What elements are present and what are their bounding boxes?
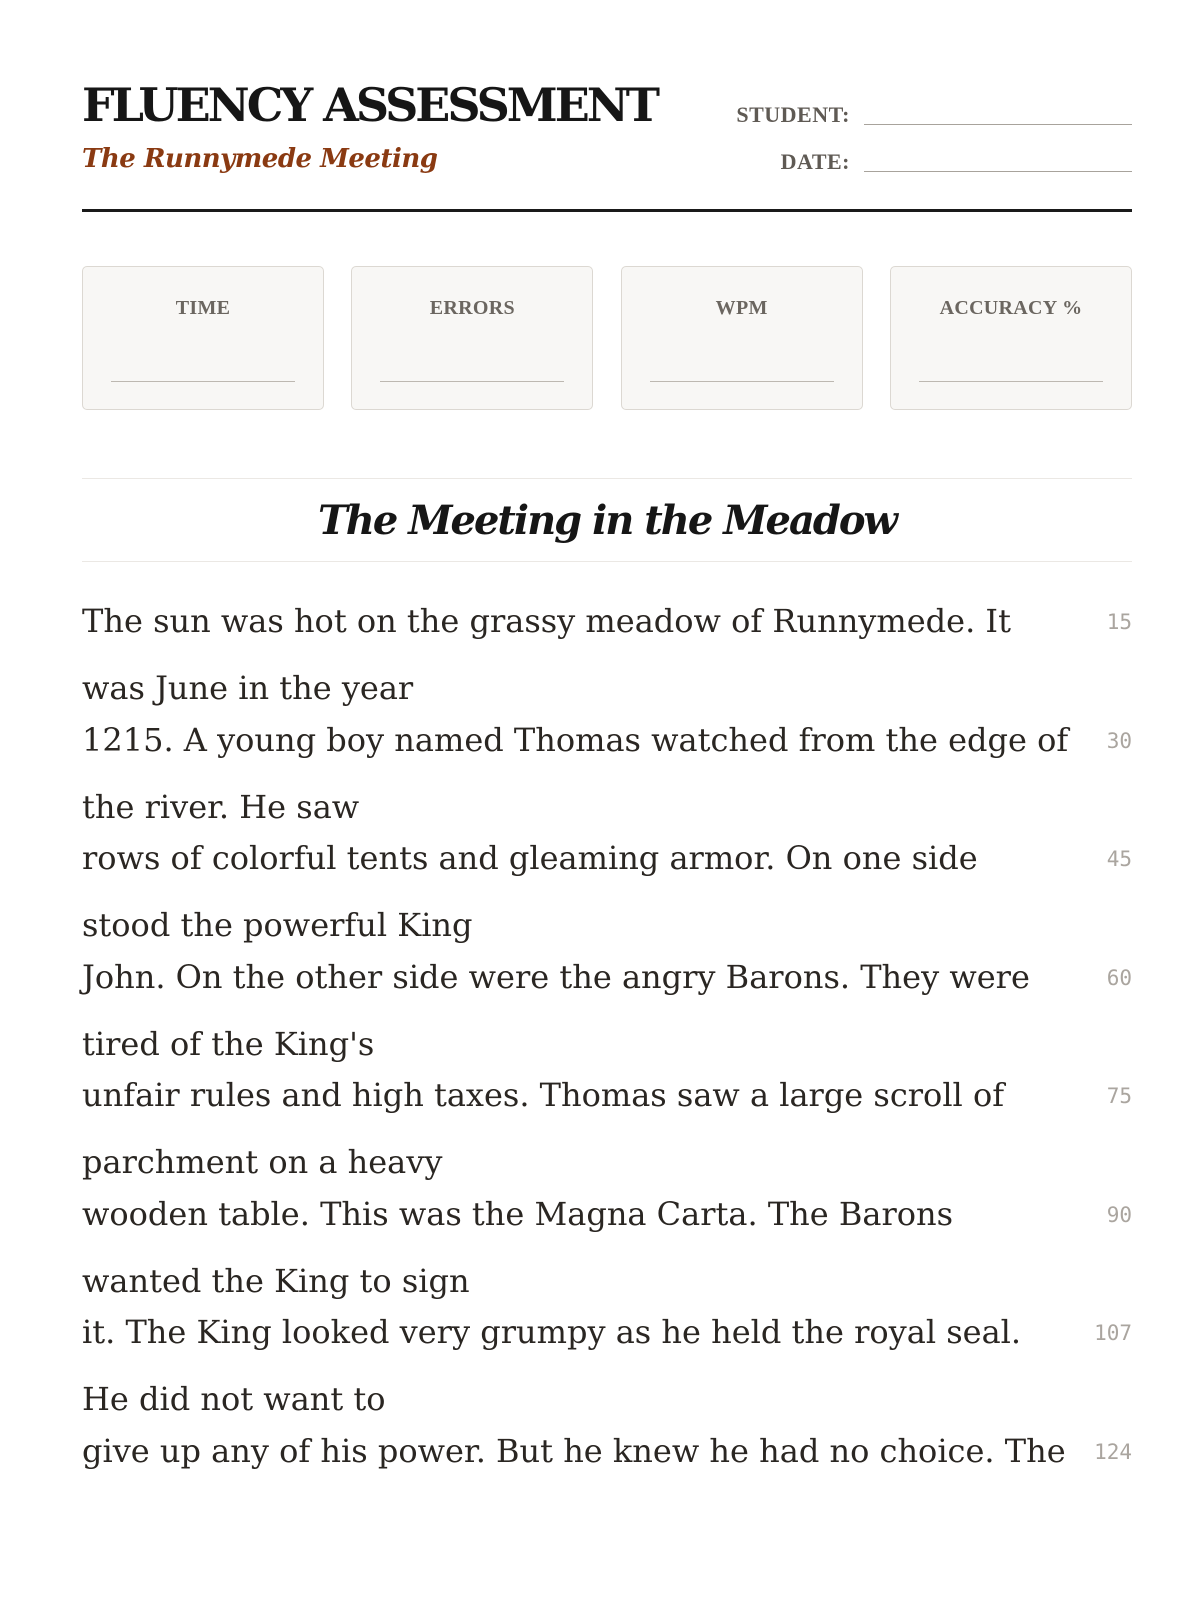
word-count: 75 — [1106, 1084, 1132, 1108]
passage-line-text: give up any of his power. But he knew he had no choice. The — [82, 1431, 1066, 1470]
word-count: 124 — [1094, 1439, 1132, 1464]
score-input-errors[interactable] — [380, 381, 564, 382]
reading-passage — [82, 604, 1132, 1552]
header — [82, 0, 1132, 212]
passage-line-text: 1215. A young boy named Thomas watched from the edge of the river. He saw — [82, 720, 1069, 826]
word-count: 30 — [1106, 728, 1132, 753]
score-input-time[interactable] — [111, 381, 295, 382]
student-input-line[interactable] — [864, 124, 1132, 125]
student-field — [736, 104, 1132, 126]
score-input-accuracy[interactable] — [919, 381, 1103, 382]
passage-line-text: The sun was hot on the grassy meadow of Runnymede. It was June in the year — [82, 602, 1011, 707]
word-count: 15 — [1106, 610, 1132, 634]
passage-line — [82, 1299, 1132, 1434]
story-title: The Meeting in the Meadow — [318, 497, 896, 544]
score-label-time: TIME — [175, 297, 231, 319]
assessment-page — [82, 0, 1132, 1470]
passage-line — [82, 1181, 1132, 1316]
passage-line — [82, 1062, 1132, 1197]
date-field — [781, 151, 1132, 173]
word-count: 107 — [1094, 1321, 1132, 1345]
passage-line-text: John. On the other side were the angry Barons. They were tired of the King's — [82, 957, 1030, 1063]
score-box-time — [82, 266, 324, 410]
score-box-errors — [351, 266, 593, 410]
score-boxes — [82, 266, 1132, 410]
passage-line-text: rows of colorful tents and gleaming armor. On one side stood the powerful King — [82, 839, 978, 944]
passage-line-text: unfair rules and high taxes. Thomas saw a large scroll of parchment on a heavy — [82, 1076, 1005, 1181]
passage-line — [82, 825, 1132, 960]
date-label: DATE: — [780, 149, 850, 174]
passage-line — [82, 944, 1132, 1079]
passage-line-text: wooden table. This was the Magna Carta. The Barons wanted the King to sign — [82, 1194, 954, 1300]
student-label: STUDENT: — [736, 102, 850, 127]
date-input-line[interactable] — [864, 171, 1132, 172]
page-title: FLUENCY ASSESSMENT — [82, 78, 658, 132]
page-subtitle: The Runnymede Meeting — [82, 144, 438, 174]
score-label-errors: ERRORS — [429, 297, 515, 319]
word-count: 60 — [1106, 965, 1132, 990]
score-box-wpm — [621, 266, 863, 410]
story-title-band — [82, 478, 1132, 562]
passage-line-text: it. The King looked very grumpy as he held the royal seal. He did not want to — [82, 1313, 1022, 1418]
score-input-wpm[interactable] — [650, 381, 834, 382]
passage-line — [82, 707, 1132, 842]
word-count: 90 — [1106, 1202, 1132, 1227]
score-box-accuracy — [890, 266, 1132, 410]
passage-line — [82, 1418, 1132, 1553]
passage-line — [82, 588, 1132, 723]
score-label-wpm: WPM — [715, 297, 768, 319]
score-label-accuracy: ACCURACY % — [939, 297, 1083, 319]
word-count: 45 — [1106, 847, 1132, 871]
